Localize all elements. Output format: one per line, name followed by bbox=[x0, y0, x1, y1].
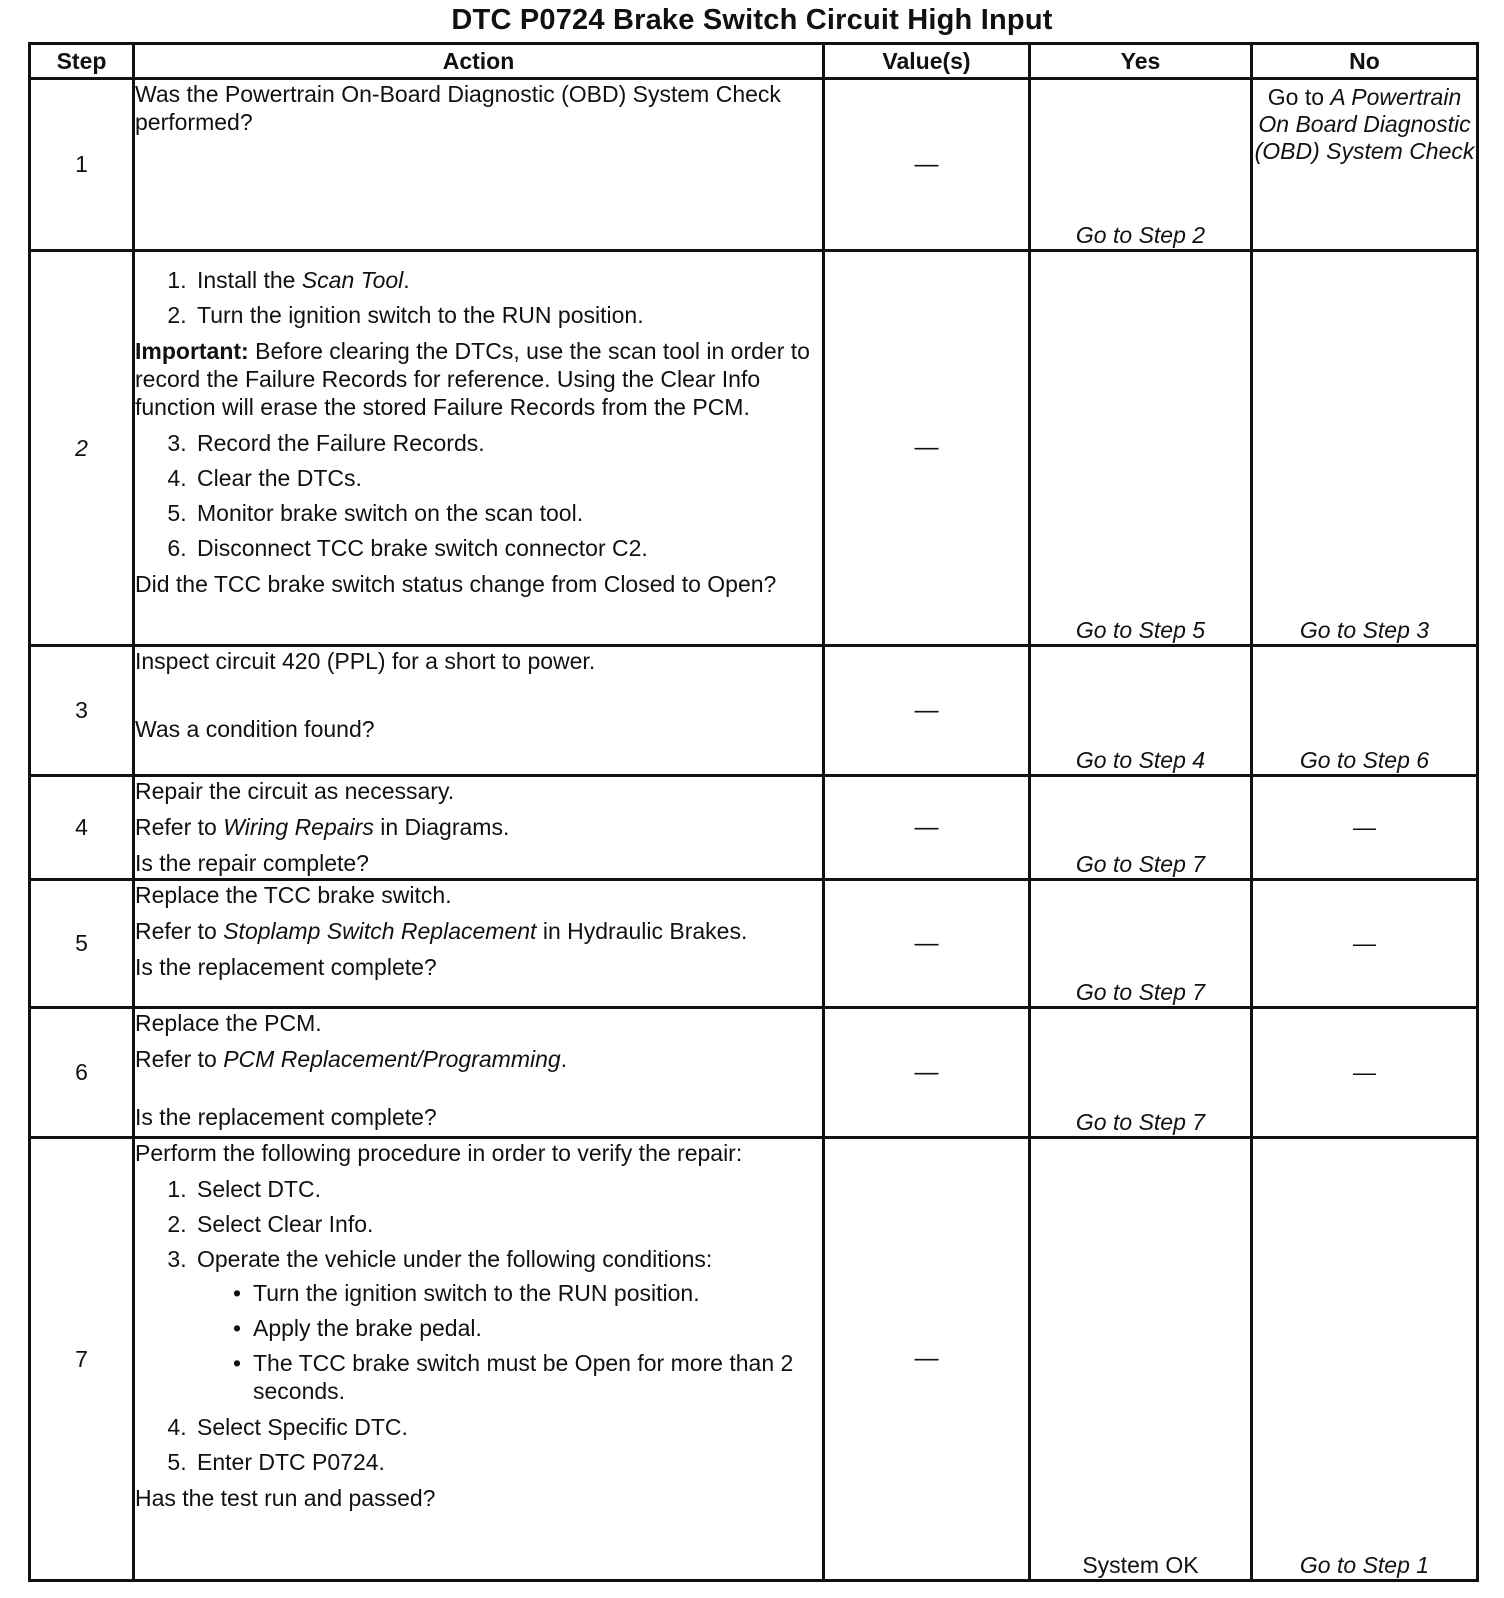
no-cell: Go to Step 6 bbox=[1252, 646, 1478, 776]
action-question: Is the replacement complete? bbox=[135, 954, 437, 980]
procedure-list bbox=[135, 266, 822, 329]
no-cell: — bbox=[1252, 776, 1478, 880]
value-cell: — bbox=[824, 251, 1030, 646]
table-row bbox=[30, 646, 1478, 776]
action-text: Inspect circuit 420 (PPL) for a short to power. bbox=[135, 648, 596, 674]
no-cell: Go to Step 1 bbox=[1252, 1138, 1478, 1581]
list-item: 1. Install the Scan Tool. bbox=[193, 266, 822, 294]
no-prefix: Go to bbox=[1267, 84, 1331, 110]
table-row bbox=[30, 1138, 1478, 1581]
value-cell: — bbox=[824, 1008, 1030, 1138]
no-cell: Go to Step 3 bbox=[1252, 251, 1478, 646]
table-row bbox=[30, 880, 1478, 1008]
no-cell: — bbox=[1252, 880, 1478, 1008]
bullet-item: • The TCC brake switch must be Open for more than 2 seconds. bbox=[233, 1350, 794, 1404]
procedure-list bbox=[135, 429, 822, 562]
action-text: Replace the PCM. bbox=[135, 1010, 322, 1036]
table-row bbox=[30, 776, 1478, 880]
procedure-list bbox=[135, 1175, 822, 1405]
action-cell bbox=[134, 1138, 824, 1581]
action-reference: Refer to PCM Replacement/Programming. bbox=[135, 1046, 568, 1072]
action-reference: Refer to Stoplamp Switch Replacement in Hydraulic Brakes. bbox=[135, 918, 748, 944]
action-question: Was a condition found? bbox=[135, 716, 375, 742]
step-number: 7 bbox=[30, 1138, 134, 1581]
value-cell: — bbox=[824, 79, 1030, 251]
action-question: Has the test run and passed? bbox=[135, 1485, 436, 1511]
action-cell bbox=[134, 646, 824, 776]
yes-cell: Go to Step 4 bbox=[1030, 646, 1252, 776]
bullet-item: • Turn the ignition switch to the RUN position. bbox=[233, 1280, 700, 1306]
important-note bbox=[135, 337, 822, 421]
list-item: 2. Select Clear Info. bbox=[193, 1210, 822, 1238]
list-item: 6. Disconnect TCC brake switch connector C2. bbox=[193, 534, 822, 562]
step-number: 3 bbox=[30, 646, 134, 776]
dtc-table bbox=[28, 42, 1479, 1582]
value-cell: — bbox=[824, 880, 1030, 1008]
document-title: DTC P0724 Brake Switch Circuit High Input bbox=[451, 4, 1053, 36]
table-row bbox=[30, 79, 1478, 251]
action-intro: Perform the following procedure in order to verify the repair: bbox=[135, 1140, 743, 1166]
action-text: Replace the TCC brake switch. bbox=[135, 882, 452, 908]
header-action: Action bbox=[134, 44, 824, 79]
action-cell bbox=[134, 251, 824, 646]
value-cell: — bbox=[824, 1138, 1030, 1581]
action-cell bbox=[134, 79, 824, 251]
yes-cell: System OK bbox=[1030, 1138, 1252, 1581]
action-reference: Refer to Wiring Repairs in Diagrams. bbox=[135, 814, 510, 840]
step-number: 2 bbox=[30, 251, 134, 646]
step-number: 4 bbox=[30, 776, 134, 880]
value-cell: — bbox=[824, 646, 1030, 776]
yes-cell: Go to Step 7 bbox=[1030, 1008, 1252, 1138]
action-question: Is the replacement complete? bbox=[135, 1104, 437, 1130]
action-text: Was the Powertrain On-Board Diagnostic (OBD) System Check performed? bbox=[135, 81, 781, 135]
header-step: Step bbox=[30, 44, 134, 79]
header-yes: Yes bbox=[1030, 44, 1252, 79]
bullet-item: • Apply the brake pedal. bbox=[233, 1315, 482, 1341]
list-item: 2. Turn the ignition switch to the RUN position. bbox=[193, 301, 822, 329]
no-reference: A Powertrain On Board Diagnostic (OBD) System Check bbox=[1254, 84, 1475, 164]
table-row bbox=[30, 1008, 1478, 1138]
yes-cell: Go to Step 5 bbox=[1030, 251, 1252, 646]
action-cell bbox=[134, 880, 824, 1008]
yes-cell: Go to Step 2 bbox=[1030, 79, 1252, 251]
value-cell: — bbox=[824, 776, 1030, 880]
action-question: Did the TCC brake switch status change from Closed to Open? bbox=[135, 571, 777, 597]
table-row bbox=[30, 251, 1478, 646]
step-number: 5 bbox=[30, 880, 134, 1008]
action-cell bbox=[134, 1008, 824, 1138]
action-cell bbox=[134, 776, 824, 880]
action-question: Is the repair complete? bbox=[135, 850, 369, 876]
list-item: 5. Enter DTC P0724. bbox=[193, 1448, 822, 1476]
yes-cell: Go to Step 7 bbox=[1030, 776, 1252, 880]
no-cell: — bbox=[1252, 1008, 1478, 1138]
list-item: 5. Monitor brake switch on the scan tool. bbox=[193, 499, 822, 527]
important-text: Before clearing the DTCs, use the scan tool in order to record the Failure Records for reference. Using the Clear Info function will erase the stored Failure Records from the PCM. bbox=[135, 338, 810, 420]
important-label: Important: bbox=[135, 338, 249, 364]
list-item: 4. Clear the DTCs. bbox=[193, 464, 822, 492]
step-number: 1 bbox=[30, 79, 134, 251]
header-no: No bbox=[1252, 44, 1478, 79]
step-number: 6 bbox=[30, 1008, 134, 1138]
procedure-list bbox=[135, 1413, 822, 1476]
no-cell bbox=[1252, 79, 1478, 251]
yes-cell: Go to Step 7 bbox=[1030, 880, 1252, 1008]
condition-list bbox=[197, 1279, 822, 1405]
list-item: 3. Operate the vehicle under the following conditions: • Turn the ignition switch to the RUN position. • Apply the brake pedal. • The TCC brake switch must be Open for more than 2 seconds. bbox=[193, 1245, 822, 1405]
action-text: Repair the circuit as necessary. bbox=[135, 778, 455, 804]
list-item: 1. Select DTC. bbox=[193, 1175, 822, 1203]
header-values: Value(s) bbox=[824, 44, 1030, 79]
list-item: 3. Record the Failure Records. bbox=[193, 429, 822, 457]
list-item: 4. Select Specific DTC. bbox=[193, 1413, 822, 1441]
header-row bbox=[30, 44, 1478, 79]
